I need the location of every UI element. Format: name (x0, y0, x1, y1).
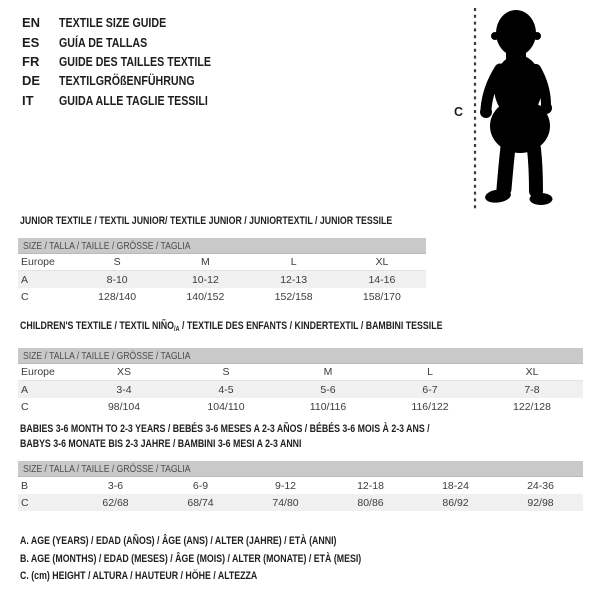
table-row-age (18, 381, 583, 398)
language-list (22, 13, 244, 110)
cell: 24-36 (527, 479, 554, 492)
cell: 10-12 (191, 273, 219, 286)
row-label: C (21, 290, 29, 303)
table-row-height (18, 398, 583, 415)
language-row-it (22, 91, 244, 110)
row-label: B (21, 479, 29, 492)
cell: 6-9 (192, 479, 209, 492)
cell: 152/158 (274, 290, 313, 303)
table-row-age-months (18, 477, 583, 494)
height-measure-label: C (454, 105, 464, 119)
row-label: A (21, 273, 29, 286)
cell: 122/128 (513, 400, 551, 413)
region-header: Europe (21, 256, 55, 268)
cell: 80/86 (357, 496, 384, 509)
column-header: L (427, 366, 433, 378)
cell: 104/110 (207, 400, 245, 413)
legend-line-a: A. AGE (YEARS) / EDAD (AÑOS) / ÂGE (ANS) / ALTER (JAHRE) / ETÀ (ANNI) (20, 535, 337, 547)
language-row-fr (22, 52, 244, 71)
cell: 7-8 (524, 383, 540, 396)
size-header-bar: SIZE / TALLA / TAILLE / GRÖSSE / TAGLIA (18, 238, 426, 254)
row-label: C (21, 496, 29, 509)
cell: 4-5 (218, 383, 234, 396)
cell: 12-18 (357, 479, 384, 492)
column-header: M (323, 366, 333, 378)
baby-silhouette-icon (478, 7, 570, 207)
table-row-height (18, 288, 426, 305)
cell: 140/152 (186, 290, 225, 303)
legend-line-b: B. AGE (MONTHS) / EDAD (MESES) / ÂGE (MOIS) / ALTER (MONATE) / ETÀ (MESI) (20, 552, 362, 565)
children-size-table (18, 348, 583, 415)
language-row-en (22, 13, 244, 32)
language-code: EN (22, 15, 41, 31)
language-code: FR (22, 53, 40, 69)
cell: 18-24 (442, 479, 469, 492)
language-row-es (22, 32, 244, 51)
cell: 116/122 (411, 400, 449, 413)
column-header: S (222, 366, 230, 378)
column-header: M (201, 256, 210, 268)
language-code: DE (22, 73, 41, 89)
cell: 86/92 (442, 496, 469, 509)
junior-size-table (18, 238, 426, 305)
legend (20, 535, 447, 588)
cell: 12-13 (280, 273, 308, 286)
legend-line-c: C. (cm) HEIGHT / ALTURA / HAUTEUR / HÖHE / ALTEZZA (20, 570, 258, 582)
cell: 92/98 (527, 496, 554, 509)
cell: 3-4 (116, 383, 132, 396)
cell: 8-10 (106, 273, 128, 286)
cell: 128/140 (98, 290, 137, 303)
column-header: L (290, 256, 297, 268)
language-title: GUIDE DES TAILLES TEXTILE (59, 53, 212, 69)
cell: 14-16 (368, 273, 396, 286)
language-code: ES (22, 34, 40, 50)
cell: 3-6 (107, 479, 124, 492)
cell: 74/80 (272, 496, 299, 509)
junior-section-title: JUNIOR TEXTILE / TEXTIL JUNIOR/ TEXTILE JUNIOR / JUNIORTEXTIL / JUNIOR TESSILE (20, 215, 393, 227)
cell: 68/74 (187, 496, 214, 509)
size-header-bar: SIZE / TALLA / TAILLE / GRÖSSE / TAGLIA (18, 461, 583, 477)
size-header-bar: SIZE / TALLA / TAILLE / GRÖSSE / TAGLIA (18, 348, 583, 364)
cell: 6-7 (422, 383, 438, 396)
cell: 5-6 (320, 383, 336, 396)
column-header: S (113, 256, 121, 268)
column-header: XL (525, 366, 539, 378)
region-header: Europe (21, 366, 55, 378)
babies-section-title-line1: BABIES 3-6 MONTH TO 2-3 YEARS / BEBÉS 3-6 MESES A 2-3 AÑOS / BÉBÉS 3-6 MOIS À 2-3 ANS / (20, 423, 430, 435)
language-code: IT (22, 92, 34, 108)
table-header-row (18, 254, 426, 271)
babies-section-title-line2: BABYS 3-6 MONATE BIS 2-3 JAHRE / BAMBINI 3-6 MESI A 2-3 ANNI (20, 438, 302, 450)
table-row-age (18, 271, 426, 288)
row-label: C (21, 400, 29, 413)
language-title: GUÍA DE TALLAS (59, 34, 148, 50)
language-title: TEXTILE SIZE GUIDE (59, 15, 167, 31)
language-row-de (22, 71, 244, 90)
language-title: TEXTILGRÖßENFÜHRUNG (59, 73, 195, 89)
table-header-row (18, 364, 583, 381)
children-section-title: CHILDREN'S TEXTILE / TEXTIL NIÑO/A / TEXTILE DES ENFANTS / KINDERTEXTIL / BAMBINI TESSILE (20, 320, 443, 333)
column-header: XL (375, 256, 389, 268)
row-label: A (21, 383, 29, 396)
cell: 9-12 (274, 479, 296, 492)
cell: 62/68 (102, 496, 129, 509)
subscript-text: /A (173, 326, 180, 333)
babies-size-table (18, 461, 583, 511)
cell: 110/116 (309, 400, 347, 413)
column-header: XS (116, 366, 131, 378)
language-title: GUIDA ALLE TAGLIE TESSILI (59, 92, 208, 108)
cell: 158/170 (362, 290, 401, 303)
cell: 98/104 (107, 400, 141, 413)
height-dashed-line-icon (473, 8, 477, 211)
table-row-height (18, 494, 583, 511)
